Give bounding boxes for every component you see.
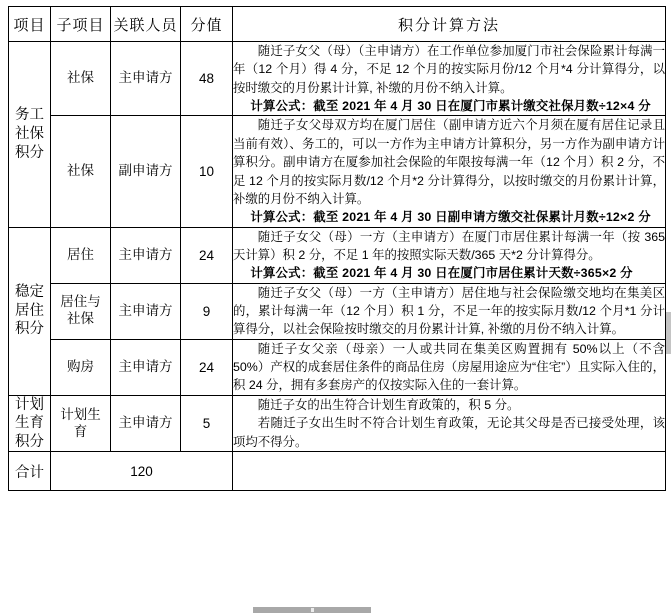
group-name-cell bbox=[9, 395, 51, 452]
total-row bbox=[9, 452, 666, 491]
method-formula: 计算公式：截至 2021 年 4 月 30 日在厦门市累计缴交社保月数÷12×4 分 bbox=[250, 99, 651, 114]
method-paragraph: 随迁子女的出生符合计划生育政策的，积 5 分。 bbox=[257, 398, 520, 413]
method-paragraph: 随迁子女父（母）一方（主申请方）居住地与社会保险缴交地均在集美区的，累计每满一年（12 个月）积 1 分，不足一年的按实际月数/12 个月*1 分计算得分，以社会保险按时缴交的月份累计计算, 补缴的月份不纳入计算。 bbox=[233, 285, 665, 337]
sub-item-line: 社保 bbox=[67, 311, 94, 327]
sub-item-line: 购房 bbox=[67, 358, 94, 374]
header-method: 积分计算方法 bbox=[233, 7, 666, 42]
related-person-cell: 主申请方 bbox=[111, 283, 181, 339]
sub-item-line: 计划生 bbox=[60, 406, 101, 422]
sub-item-cell bbox=[51, 116, 111, 227]
method-paragraph: 随迁子女父（母）（主申请方）在工作单位参加厦门市社会保险累计每满一年（12 个月）得 4 分，不足 12 个月的按实际月份/12 个月*4 分计算得分，以按时缴交的月份累计计算, 补缴的月份不纳入计算。 bbox=[233, 44, 665, 95]
table-header-row bbox=[9, 7, 666, 42]
method-paragraph: 随迁子女父母双方均在厦门居住（副申请方近六个月须在厦有居住记录且当前有效）、务工的，可以一方作为主申请方计算积分，另一方作为副申请方计算积分。副申请方在厦参加社会保险的年限按每满一年（12 个月）积 2 分，不足 12 个月的按实际月数/12 个月*2 分计算得分，以按时缴交的月份累计计算，补缴的月份不纳入计算。 bbox=[233, 118, 665, 206]
header-item: 项目 bbox=[9, 7, 51, 42]
total-value-cell: 120 bbox=[51, 452, 233, 491]
sub-item-cell bbox=[51, 395, 111, 452]
header-sub-item: 子项目 bbox=[51, 7, 111, 42]
sub-item-cell bbox=[51, 339, 111, 395]
method-paragraph: 随迁子女父（母）一方（主申请方）在厦门市居住累计每满一年（按 365 天计算）积 2 分，不足 1 年的按照实际天数/365 天*2 分计算得分。 bbox=[233, 229, 665, 262]
sub-item-cell bbox=[51, 42, 111, 116]
group-name-line: 积分 bbox=[15, 144, 44, 161]
score-cell: 24 bbox=[181, 339, 233, 395]
method-cell bbox=[233, 116, 666, 227]
sub-item-line: 社保 bbox=[67, 70, 94, 86]
method-cell bbox=[233, 339, 666, 395]
related-person-cell: 主申请方 bbox=[111, 227, 181, 283]
related-person-cell: 主申请方 bbox=[111, 395, 181, 452]
group-name-cell bbox=[9, 42, 51, 228]
method-cell bbox=[233, 395, 666, 452]
group-name-line: 社保 bbox=[15, 126, 44, 143]
sub-item-line: 居住 bbox=[67, 246, 94, 262]
total-blank-cell bbox=[233, 452, 666, 491]
method-paragraph: 若随迁子女出生时不符合计划生育政策，无论其父母是否已接受处理，该项均不得分。 bbox=[233, 416, 665, 449]
method-cell bbox=[233, 227, 666, 283]
score-cell: 24 bbox=[181, 227, 233, 283]
score-cell: 5 bbox=[181, 395, 233, 452]
group-name-line: 积分 bbox=[15, 433, 44, 450]
method-formula: 计算公式：截至 2021 年 4 月 30 日副申请方缴交社保累计月数÷12×2 分 bbox=[250, 210, 651, 225]
method-formula: 计算公式：截至 2021 年 4 月 30 日在厦门市居住累计天数÷365×2 分 bbox=[250, 266, 633, 281]
group-name-cell bbox=[9, 227, 51, 395]
related-person-cell: 主申请方 bbox=[111, 42, 181, 116]
related-person-cell: 副申请方 bbox=[111, 116, 181, 227]
sub-item-cell bbox=[51, 227, 111, 283]
header-related-person: 关联人员 bbox=[111, 7, 181, 42]
table-row bbox=[9, 395, 666, 452]
score-cell: 48 bbox=[181, 42, 233, 116]
method-paragraph: 随迁子女父亲（母亲）一人或共同在集美区购置拥有 50%以上（不含 50%）产权的成套居住条件的商品住房（房屋用途应为“住宅”）且实际入住的，积 24 分，拥有多套房产的仅按实际入住的一套计算。 bbox=[233, 341, 665, 393]
group-name-line: 务工 bbox=[15, 107, 44, 124]
sub-item-line: 育 bbox=[73, 423, 88, 439]
score-cell: 10 bbox=[181, 116, 233, 227]
score-cell: 9 bbox=[181, 283, 233, 339]
total-label-cell: 合计 bbox=[9, 452, 51, 491]
scrollbar-nub bbox=[311, 608, 314, 612]
method-cell bbox=[233, 42, 666, 116]
sub-item-line: 居住与 bbox=[60, 294, 101, 310]
points-calculation-table bbox=[8, 6, 666, 491]
group-name-line: 生育 bbox=[15, 415, 44, 432]
horizontal-scrollbar-thumb[interactable] bbox=[253, 607, 371, 613]
sub-item-line: 社保 bbox=[67, 163, 94, 179]
table-row bbox=[9, 339, 666, 395]
table-row bbox=[9, 227, 666, 283]
group-name-line: 稳定 bbox=[15, 284, 44, 301]
group-name-line: 计划 bbox=[15, 396, 44, 413]
table-row bbox=[9, 42, 666, 116]
header-score: 分值 bbox=[181, 7, 233, 42]
sub-item-cell bbox=[51, 283, 111, 339]
group-name-line: 积分 bbox=[15, 321, 44, 338]
table-row bbox=[9, 283, 666, 339]
group-name-line: 居住 bbox=[15, 302, 44, 319]
table-row bbox=[9, 116, 666, 227]
method-cell bbox=[233, 283, 666, 339]
vertical-scrollbar-thumb[interactable] bbox=[666, 312, 671, 354]
related-person-cell: 主申请方 bbox=[111, 339, 181, 395]
